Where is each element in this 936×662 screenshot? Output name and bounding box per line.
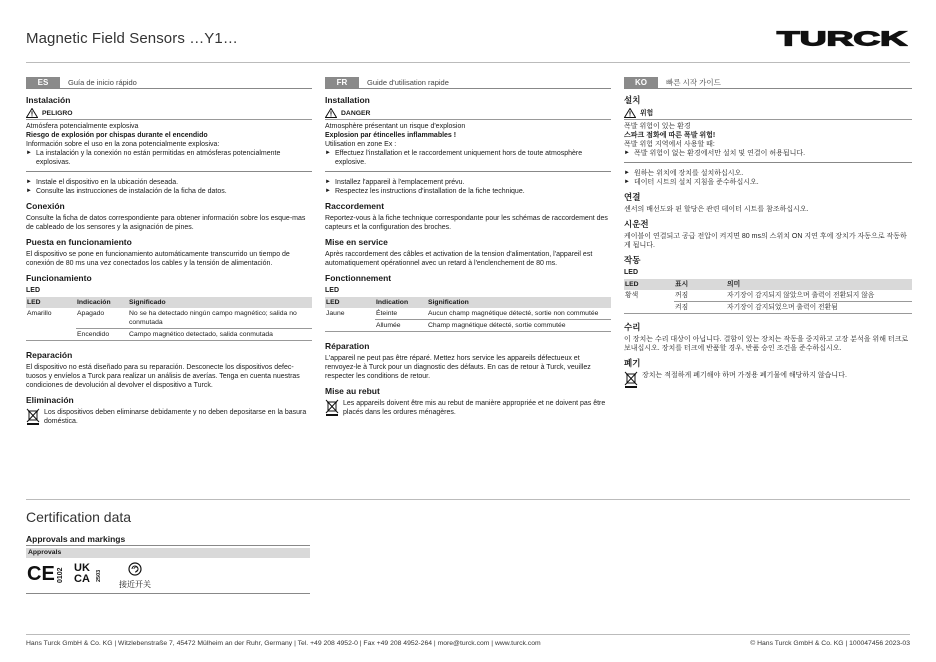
step-text: Consulte las instrucciones de instalación de la ficha de datos. xyxy=(36,188,227,195)
table-cell: Apagado xyxy=(76,308,128,329)
section-text: Consulte la ficha de datos correspondiente para obtener información sobre los esque-mas de cableado de los sensores y la asignación de pines. xyxy=(26,215,306,231)
warning-line: Atmósfera potencialmente explosiva xyxy=(26,123,139,130)
warning-header xyxy=(26,108,312,120)
connection-section xyxy=(325,201,611,232)
table-header: 의미 xyxy=(726,279,912,290)
lang-title: 빠른 시작 가이드 xyxy=(666,77,721,87)
step-item xyxy=(325,187,611,196)
led-table xyxy=(624,279,912,314)
section-heading: Mise en service xyxy=(325,237,388,247)
section-heading: Eliminación xyxy=(26,395,74,405)
divider xyxy=(26,171,312,172)
lang-badge: FR xyxy=(325,77,359,88)
bullet-text: Effectuez l'installation et le raccordement uniquement hors de toute atmosphère explosive. xyxy=(335,150,583,166)
section-text: El dispositivo se pone en funcionamiento automáticamente transcurrido un tiempo de conexión de 80 ms una vez conectados los cables y la tensión de alimentación. xyxy=(26,251,290,267)
bullet-text: 폭발 위험이 없는 환경에서만 설치 및 연결이 허용됩니다. xyxy=(634,150,806,157)
section-text: El dispositivo no está diseñado para su reparación. Desconecte los dispositivos defec-tuosos y envíelos a Turck para realizar un análisis de averías. Tenga en cuenta nuestras condiciones de devolución al devolver el dispositivo a Turck. xyxy=(26,364,300,389)
disposal-section xyxy=(26,395,312,426)
table-row xyxy=(26,308,312,329)
operation-section xyxy=(26,273,312,341)
triangle-bullet-icon: ► xyxy=(624,170,630,176)
table-cell: Allumée xyxy=(375,320,427,332)
step-text: 데이터 시트의 설치 지침을 준수하십시오. xyxy=(634,179,759,186)
table-cell: Aucun champ magnétique détecté, sortie non commutée xyxy=(427,308,611,320)
table-header: Significado xyxy=(128,297,312,308)
ukca-mark-line2: CA xyxy=(74,573,90,585)
table-cell: Champ magnétique détecté, sortie commutée xyxy=(427,320,611,332)
triangle-bullet-icon: ► xyxy=(26,150,32,156)
warning-line: Riesgo de explosión por chispas durante el encendido xyxy=(26,132,208,139)
ccc-mark-icon xyxy=(129,563,141,575)
step-item xyxy=(26,187,312,196)
section-heading: Funcionamiento xyxy=(26,273,92,283)
section-text: Los dispositivos deben eliminarse debidamente y no deben depositarse en la basura doméstica. xyxy=(44,409,307,425)
triangle-bullet-icon: ► xyxy=(325,179,331,185)
section-text: Les appareils doivent être mis au rebut de manière appropriée et ne doivent pas être placés dans les ordures ménagères. xyxy=(343,400,606,416)
step-item xyxy=(325,178,611,187)
table-cell: 자기장이 감지되었으며 출력이 전환됨 xyxy=(726,302,912,314)
table-cell: Campo magnético detectado, salida conmutada xyxy=(128,329,312,341)
crossed-bin-icon xyxy=(26,408,40,426)
certification-title: Certification data xyxy=(26,509,132,525)
lang-badge: KO xyxy=(624,77,658,88)
warning-header xyxy=(624,108,912,120)
step-text: Instale el dispositivo en la ubicación deseada. xyxy=(36,179,179,186)
warning-word: 위험 xyxy=(640,109,654,117)
repair-section xyxy=(325,341,611,381)
section-heading: 작동 xyxy=(624,255,641,265)
approval-marks xyxy=(26,560,310,590)
triangle-bullet-icon: ► xyxy=(624,150,630,156)
section-text: 장치는 적절하게 폐기해야 하며 가정용 폐기물에 해당하지 않습니다. xyxy=(642,372,847,379)
warning-header xyxy=(325,108,611,120)
table-header: Signification xyxy=(427,297,611,308)
section-heading: 시운전 xyxy=(624,219,649,229)
warning-bullet xyxy=(624,149,912,158)
repair-section xyxy=(26,350,312,390)
ccc-caption: 接近开关 xyxy=(119,580,151,589)
section-heading: 폐기 xyxy=(624,358,641,368)
led-label: LED xyxy=(325,287,339,294)
step-item xyxy=(26,178,312,187)
lang-badge: ES xyxy=(26,77,60,88)
installation-section xyxy=(624,95,912,187)
footer-address: Hans Turck GmbH & Co. KG | Witzlebenstraße 7, 45472 Mülheim an der Ruhr, Germany | Tel. +49 208 4952-0 | Fax +49 208 4952-264 | more@turck.com | www.turck.com xyxy=(26,640,541,647)
installation-section xyxy=(26,95,312,196)
lang-title: Guía de inicio rápido xyxy=(68,77,137,87)
warning-word: DANGER xyxy=(341,109,371,117)
table-header: LED xyxy=(325,297,375,308)
repair-section xyxy=(624,322,912,353)
warning-word: PELIGRO xyxy=(42,109,73,117)
section-heading: 수리 xyxy=(624,322,641,332)
led-label: LED xyxy=(624,269,638,276)
table-cell: 황색 xyxy=(625,292,639,299)
document-title: Magnetic Field Sensors …Y1… xyxy=(26,30,238,47)
column-ko xyxy=(624,76,912,394)
turck-logo-text: TURCK xyxy=(777,29,908,48)
table-cell: 켜짐 xyxy=(674,302,726,314)
section-heading: Instalación xyxy=(26,95,71,105)
operation-section xyxy=(325,273,611,332)
section-heading: 설치 xyxy=(624,95,641,105)
warning-line: Información sobre el uso en la zona potencialmente explosiva: xyxy=(26,141,220,148)
section-heading: Reparación xyxy=(26,350,73,360)
ce-number: 0102 xyxy=(57,567,64,583)
crossed-bin-icon xyxy=(624,371,638,389)
warning-line: 폭발 위험 지역에서 사용할 때: xyxy=(624,141,715,148)
divider xyxy=(624,162,912,163)
warning-line: Explosion par étincelles inflammables ! xyxy=(325,132,457,139)
warning-bullet xyxy=(26,149,312,167)
footer-rule xyxy=(26,634,910,635)
section-heading: Puesta en funcionamiento xyxy=(26,237,132,247)
triangle-bullet-icon: ► xyxy=(325,188,331,194)
certification-rule xyxy=(26,499,910,500)
lang-header xyxy=(26,76,312,89)
turck-logo xyxy=(776,29,908,48)
table-header: LED xyxy=(624,279,674,290)
table-cell: No se ha detectado ningún campo magnético; salida no conmutada xyxy=(128,308,312,329)
warning-icon xyxy=(325,108,337,118)
section-text: 이 장치는 수리 대상이 아닙니다. 결함이 있는 장치는 작동을 중지하고 고장 분석을 위해 터크로 보내십시오. 장치를 터크에 반품할 경우, 반품 승인 조건을 준수하십시오. xyxy=(624,336,909,352)
warning-line: Atmosphère présentant un risque d'explosion xyxy=(325,123,466,130)
section-text: 센서의 배선도와 핀 할당은 관련 데이터 시트를 참조하십시오. xyxy=(624,206,809,213)
disposal-section xyxy=(624,358,912,389)
step-text: Respectez les instructions d'installation de la fiche technique. xyxy=(335,188,525,195)
table-row xyxy=(26,329,312,341)
section-heading: Raccordement xyxy=(325,201,385,211)
table-cell: Encendido xyxy=(76,329,128,341)
ukca-mark-icon: UK xyxy=(74,562,90,574)
divider xyxy=(325,171,611,172)
lang-header xyxy=(325,76,611,89)
warning-icon xyxy=(26,108,38,118)
section-text: L'appareil ne peut pas être réparé. Mettez hors service les appareils défectueux et renvoyez-le à Turck pour un diagnostic des défauts. En cas de retour à Turck, veuillez respecter les conditions de retour. xyxy=(325,355,591,380)
section-heading: Installation xyxy=(325,95,370,105)
section-heading: Réparation xyxy=(325,341,370,351)
section-text: 케이블이 연결되고 공급 전압이 켜지면 80 ms의 스위치 ON 지연 후에 장치가 자동으로 작동하게 됩니다. xyxy=(624,233,907,249)
table-row xyxy=(624,290,912,302)
triangle-bullet-icon: ► xyxy=(26,179,32,185)
approvals-bottom-rule xyxy=(26,593,310,594)
commissioning-section xyxy=(26,237,312,268)
commissioning-section xyxy=(624,219,912,250)
table-cell xyxy=(26,329,76,341)
led-label: LED xyxy=(26,287,40,294)
connection-section xyxy=(26,201,312,232)
column-es xyxy=(26,76,312,431)
table-header: LED xyxy=(26,297,76,308)
step-item xyxy=(624,169,912,178)
footer-copyright: © Hans Turck GmbH & Co. KG | 100047456 2023-03 xyxy=(750,640,910,647)
step-text: 원하는 위치에 장치를 설치하십시오. xyxy=(634,170,744,177)
lang-title: Guide d'utilisation rapide xyxy=(367,77,449,87)
table-cell: 자기장이 감지되지 않았으며 출력이 전환되지 않음 xyxy=(726,290,912,302)
lang-header xyxy=(624,76,912,89)
ukca-number: 2503 xyxy=(96,569,102,582)
operation-section xyxy=(624,255,912,314)
table-row xyxy=(325,308,611,320)
section-heading: Conexión xyxy=(26,201,65,211)
warning-bullet xyxy=(325,149,611,167)
step-item xyxy=(624,178,912,187)
approvals-rule xyxy=(26,545,310,546)
section-heading: 연결 xyxy=(624,192,641,202)
table-cell: Jaune xyxy=(326,310,345,317)
connection-section xyxy=(624,192,912,214)
warning-line: Utilisation en zone Ex : xyxy=(325,141,397,148)
section-text: Reportez-vous à la fiche technique correspondante pour les schémas de raccordement des capteurs et la configuration des broches. xyxy=(325,215,608,231)
turck-logo-graphic xyxy=(776,29,908,48)
table-header: Indicación xyxy=(76,297,128,308)
led-table xyxy=(325,297,611,332)
approval-marks-graphic xyxy=(26,560,176,590)
commissioning-section xyxy=(325,237,611,268)
table-header: Indication xyxy=(375,297,427,308)
triangle-bullet-icon: ► xyxy=(26,188,32,194)
table-header: 표시 xyxy=(674,279,726,290)
section-text: Après raccordement des câbles et activation de la tension d'alimentation, l'appareil est automatiquement opérationnel avec un retard à l'enclenchement de 80 ms. xyxy=(325,251,593,267)
section-heading: Mise au rebut xyxy=(325,386,380,396)
column-fr xyxy=(325,76,611,422)
ce-mark-icon: CE xyxy=(27,563,55,585)
led-table xyxy=(26,297,312,341)
header-rule xyxy=(26,62,910,63)
warning-icon xyxy=(624,108,636,118)
bullet-text: La instalación y la conexión no están permitidas en atmósferas potencialmente explosivas. xyxy=(36,150,281,166)
step-text: Installez l'appareil à l'emplacement prévu. xyxy=(335,179,465,186)
section-heading: Fonctionnement xyxy=(325,273,392,283)
table-cell xyxy=(325,320,375,332)
installation-section xyxy=(325,95,611,196)
warning-line: 폭발 위험이 있는 환경 xyxy=(624,123,691,130)
triangle-bullet-icon: ► xyxy=(624,179,630,185)
approvals-label: Approvals xyxy=(26,548,310,558)
crossed-bin-icon xyxy=(325,399,339,417)
table-row xyxy=(325,320,611,332)
table-cell xyxy=(624,302,674,314)
table-cell: Amarillo xyxy=(27,310,52,317)
table-cell: Éteinte xyxy=(375,308,427,320)
warning-line: 스파크 점화에 따른 폭발 위험! xyxy=(624,132,716,139)
table-row xyxy=(624,302,912,314)
table-cell: 꺼짐 xyxy=(674,290,726,302)
approvals-heading: Approvals and markings xyxy=(26,534,126,544)
triangle-bullet-icon: ► xyxy=(325,150,331,156)
disposal-section xyxy=(325,386,611,417)
